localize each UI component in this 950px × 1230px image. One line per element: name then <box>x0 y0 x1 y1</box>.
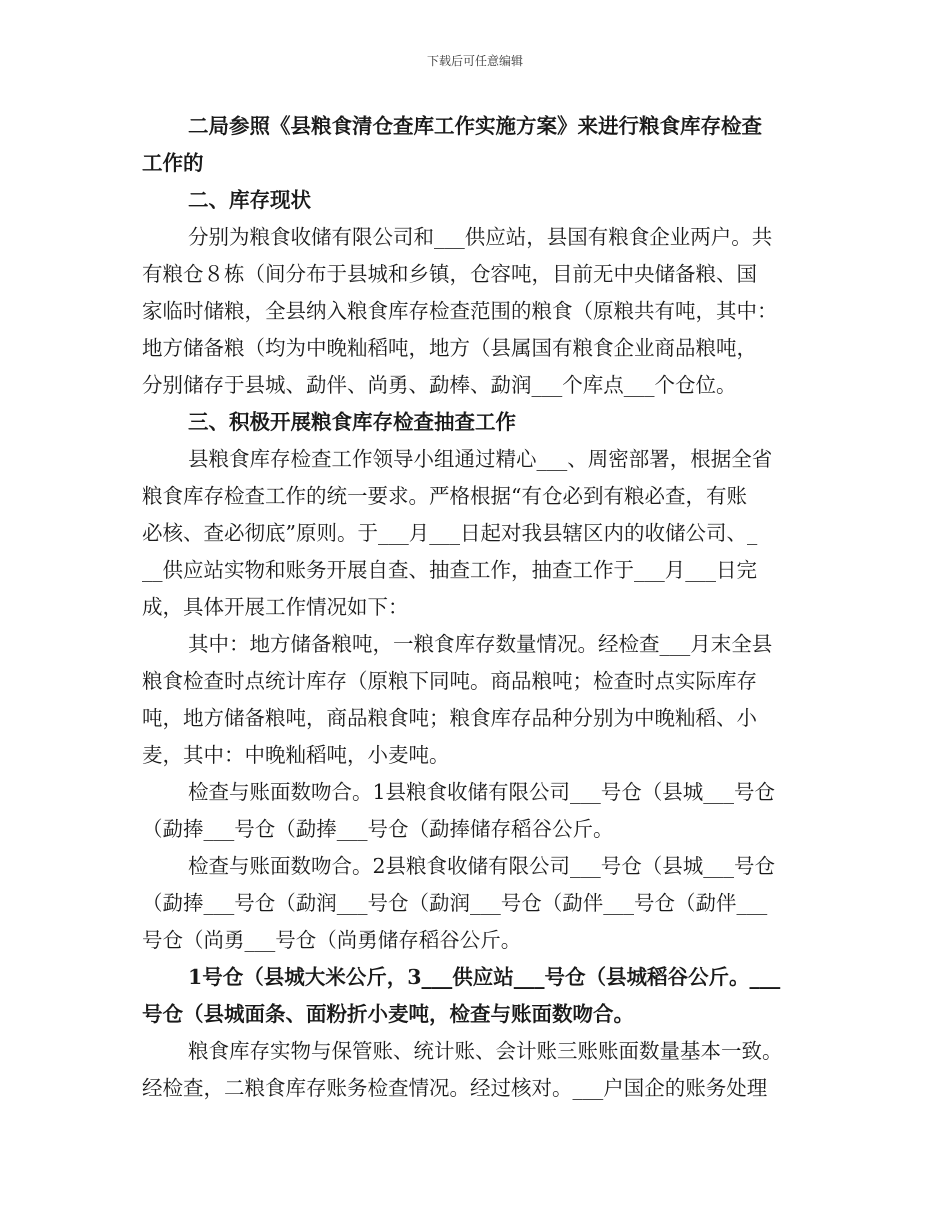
text-line: 1号仓（县城大米公斤，3___供应站___号仓（县城稻谷公斤。___ <box>188 965 781 989</box>
text-line: 必核、查必彻底”原则。于___月___日起对我县辖区内的收储公司、_ <box>142 521 758 545</box>
document-body <box>142 108 822 1107</box>
text-line: 麦，其中：中晚籼稻吨，小麦吨。 <box>142 743 450 767</box>
text-line: 县粮食库存检查工作领导小组通过精心___、周密部署，根据全省 <box>188 447 773 471</box>
text-line: 粮食库存检查工作的统一要求。严格根据“有仓必到有粮必查，有账 <box>142 484 747 508</box>
text-line: 分别为粮食收储有限公司和___供应站，县国有粮食企业两户。共 <box>188 225 773 249</box>
text-line: 经检查，二粮食库存账务检查情况。经过核对。___户国企的账务处理 <box>142 1076 768 1100</box>
text-line: 二局参照《县粮食清仓查库工作实施方案》来进行粮食库存检查 <box>188 114 762 138</box>
text-line: 有粮仓８栋（间分布于县城和乡镇，仓容吨，目前无中央储备粮、国 <box>142 262 757 286</box>
text-line: （勐捧___号仓（勐润___号仓（勐润___号仓（勐伴___号仓（勐伴___ <box>142 891 768 915</box>
text-line: 工作的 <box>142 151 204 175</box>
page-header-note: 下载后可任意编辑 <box>426 54 523 68</box>
text-line: 检查与账面数吻合。1县粮食收储有限公司___号仓（县城___号仓 <box>188 780 776 804</box>
text-line: 地方储备粮（均为中晚籼稻吨，地方（县属国有粮食企业商品粮吨， <box>142 336 757 360</box>
section-heading: 三、积极开展粮食库存检查抽查工作 <box>188 410 516 434</box>
text-line: 其中：地方储备粮吨，一粮食库存数量情况。经检查___月末全县 <box>188 632 773 656</box>
text-line: 号仓（县城面条、面粉折小麦吨，检查与账面数吻合。 <box>142 1002 634 1026</box>
text-line: 成，具体开展工作情况如下： <box>142 595 409 619</box>
text-line: 粮食库存实物与保管账、统计账、会计账三账账面数量基本一致。 <box>188 1039 783 1063</box>
text-line: 号仓（尚勇___号仓（尚勇储存稻谷公斤。 <box>142 928 522 952</box>
text-line: 分别储存于县城、勐伴、尚勇、勐棒、勐润___个库点___个仓位。 <box>142 373 737 397</box>
text-line: 粮食检查时点统计库存（原粮下同吨。商品粮吨；检查时点实际库存 <box>142 669 757 693</box>
text-line: （勐捧___号仓（勐捧___号仓（勐捧储存稻谷公斤。 <box>142 817 614 841</box>
text-line: 检查与账面数吻合。2县粮食收储有限公司___号仓（县城___号仓 <box>188 854 776 878</box>
text-line: __供应站实物和账务开展自查、抽查工作，抽查工作于___月___日完 <box>142 558 757 582</box>
section-heading: 二、库存现状 <box>188 188 311 212</box>
text-line: 家临时储粮，全县纳入粮食库存检查范围的粮食（原粮共有吨，其中： <box>142 299 778 323</box>
text-line: 吨，地方储备粮吨，商品粮食吨；粮食库存品种分别为中晚籼稻、小 <box>142 706 757 730</box>
